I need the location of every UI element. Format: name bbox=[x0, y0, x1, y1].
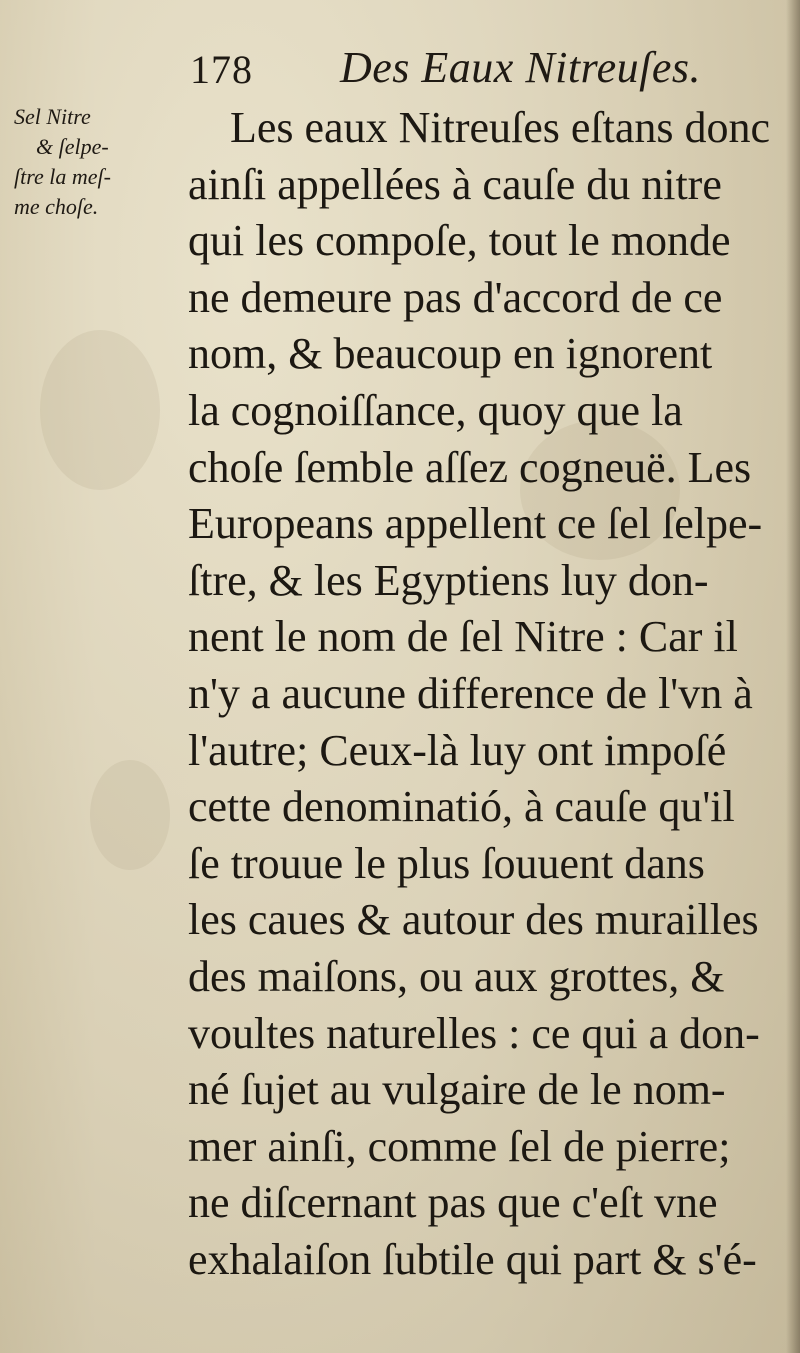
text-line: choſe ſemble aſſez cogneuë. Les bbox=[188, 442, 752, 492]
text-line: exhalaiſon ſubtile qui part & s'é- bbox=[188, 1234, 757, 1284]
marginal-note-line: Sel Nitre bbox=[14, 104, 91, 129]
text-line: la cognoiſſance, quoy que la bbox=[188, 385, 683, 435]
text-line: voultes naturelles : ce qui a don- bbox=[188, 1008, 760, 1058]
marginal-note-line: ſtre la meſ- bbox=[14, 164, 111, 189]
text-line: Europeans appellent ce ſel ſelpe- bbox=[188, 499, 763, 549]
text-line: ſe trouue le plus ſouuent dans bbox=[188, 838, 705, 888]
paper-stain bbox=[90, 760, 170, 870]
marginal-note-line: & ſelpe- bbox=[36, 134, 109, 159]
paper-stain bbox=[40, 330, 160, 490]
page-header bbox=[190, 40, 750, 100]
page-number: 178 bbox=[190, 47, 253, 92]
running-title: Des Eaux Nitreuſes. bbox=[340, 43, 702, 92]
text-line: qui les compoſe, tout le monde bbox=[188, 216, 731, 266]
text-line: nent le nom de ſel Nitre : Car il bbox=[188, 612, 738, 662]
text-line: né ſujet au vulgaire de le nom- bbox=[188, 1065, 726, 1115]
text-line: les caues & autour des murailles bbox=[188, 895, 759, 945]
page-edge-shadow bbox=[786, 0, 800, 1353]
text-line: Les eaux Nitreuſes eſtans donc bbox=[230, 103, 771, 152]
text-line: ainſi appellées à cauſe du nitre bbox=[188, 159, 722, 209]
text-line: mer ainſi, comme ſel de pierre; bbox=[188, 1121, 731, 1171]
text-line: des maiſons, ou aux grottes, & bbox=[188, 951, 725, 1001]
text-line: nom, & beaucoup en ignorent bbox=[188, 329, 713, 379]
text-line: l'autre; Ceux-là luy ont impoſé bbox=[188, 725, 727, 775]
marginal-note bbox=[14, 102, 184, 222]
text-line: ſtre, & les Egyptiens luy don- bbox=[188, 555, 709, 605]
text-line: ne demeure pas d'accord de ce bbox=[188, 272, 723, 322]
body-text bbox=[188, 100, 788, 1288]
text-line: n'y a aucune difference de l'vn à bbox=[188, 668, 753, 718]
marginal-note-line: me choſe. bbox=[14, 194, 99, 219]
text-line: ne diſcernant pas que c'eſt vne bbox=[188, 1178, 718, 1228]
text-line: cette denominatió, à cauſe qu'il bbox=[188, 782, 735, 832]
